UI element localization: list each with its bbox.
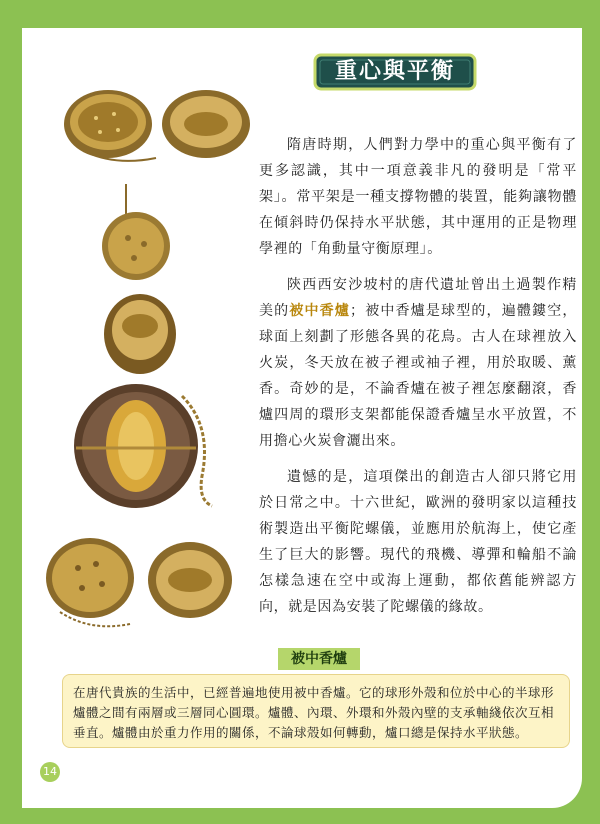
- censer-closed-sphere-illustration: [72, 376, 232, 516]
- censer-open-gimbal-illustration: [40, 528, 240, 638]
- paragraph-3-text: 遺憾的是，這項傑出的創造古人卻只將它用於日常之中。十六世紀，歐洲的發明家以這種技術製造出平衡陀螺儀，並應用於航海上，使它產生了巨大的影響。現代的飛機、導彈和輪船不論怎樣急速在空中或海上運動，都依舊能辨認方向，就是因為安裝了陀螺儀的緣故。: [259, 469, 577, 615]
- highlighted-term: 被中香爐: [289, 303, 351, 319]
- paragraph-2: [259, 272, 577, 454]
- paragraph-2-text-end: ；被中香爐是球型的，遍體鏤空，球面上刻劃了形態各異的花鳥。古人在球裡放入火炭，冬天放在被子裡或袖子裡，用於取暖、薰香。奇妙的是，不論香爐在被子裡怎麼翻滾，香爐四周的環形支架都能保證香爐呈水平放置，不用擔心火炭會灑出來。: [259, 303, 578, 449]
- caption-label: 被中香爐: [278, 648, 360, 670]
- censer-open-halves-illustration: [56, 88, 256, 168]
- paragraph-3: [259, 464, 577, 620]
- paragraph-2-text-start: 陝西西安沙坡村的唐代遺址曾出土過製作精美的: [259, 277, 577, 319]
- censer-half-open-illustration: [96, 184, 196, 384]
- page-title: 重心與平衡: [334, 59, 455, 84]
- page-number: 14: [40, 762, 60, 782]
- title-banner: [312, 52, 478, 92]
- caption-text: 在唐代貴族的生活中，已經普遍地使用被中香爐。它的球形外殼和位於中心的半球形爐體之間有兩層或三層同心圓環。爐體、內環、外環和外殼內壁的支承軸綫依次互相垂直。爐體由於重力作用的關係，不論球殼如何轉動，爐口總是保持水平狀態。: [73, 685, 555, 740]
- body-text: [259, 132, 577, 630]
- paragraph-1: [259, 132, 577, 262]
- caption-box: [62, 674, 570, 748]
- paragraph-1-text: 隋唐時期，人們對力學中的重心與平衡有了更多認識，其中一項意義非凡的發明是「常平架」。常平架是一種支撐物體的裝置，能夠讓物體在傾斜時仍保持水平狀態，其中運用的正是物理學裡的「角動量守衡原理」。: [259, 137, 577, 257]
